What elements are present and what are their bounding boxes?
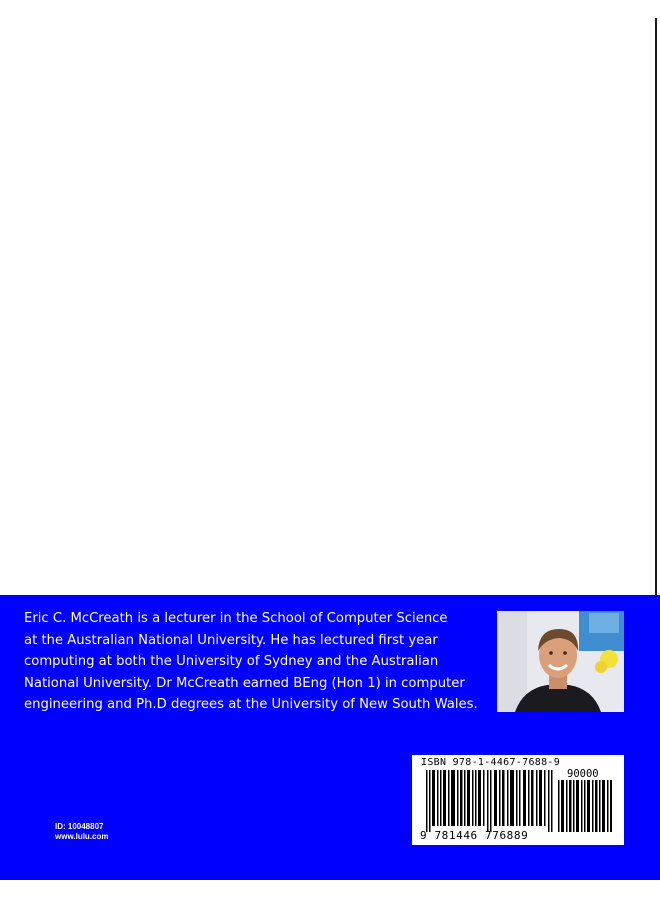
price-addon-bars (558, 780, 614, 832)
isbn-barcode (412, 755, 624, 845)
bio-line: National University. Dr McCreath earned BEng (Hon 1) in computer (24, 675, 465, 691)
bio-line: computing at both the University of Sydney and the Australian (24, 654, 439, 669)
author-photo (497, 611, 624, 712)
back-cover-panel (0, 595, 660, 880)
bio-line: engineering and Ph.D degrees at the University of New South Wales. (24, 697, 478, 712)
author-bio (24, 608, 494, 716)
price-code: 90000 (567, 768, 599, 780)
ean-digits: 9 781446 776889 (420, 829, 529, 842)
ean-bars (426, 770, 554, 832)
isbn-text: ISBN 978-1-4467-7688-9 (421, 757, 561, 768)
publisher-url: www.lulu.com (55, 832, 109, 841)
publisher-id: ID: 10048807 (55, 822, 104, 831)
bio-line: at the Australian National University. He has lectured first year (24, 632, 438, 648)
publisher-info (55, 822, 108, 842)
page-edge-line (655, 18, 657, 598)
bio-line: Eric C. McCreath is a lecturer in the School of Computer Science (24, 611, 448, 626)
